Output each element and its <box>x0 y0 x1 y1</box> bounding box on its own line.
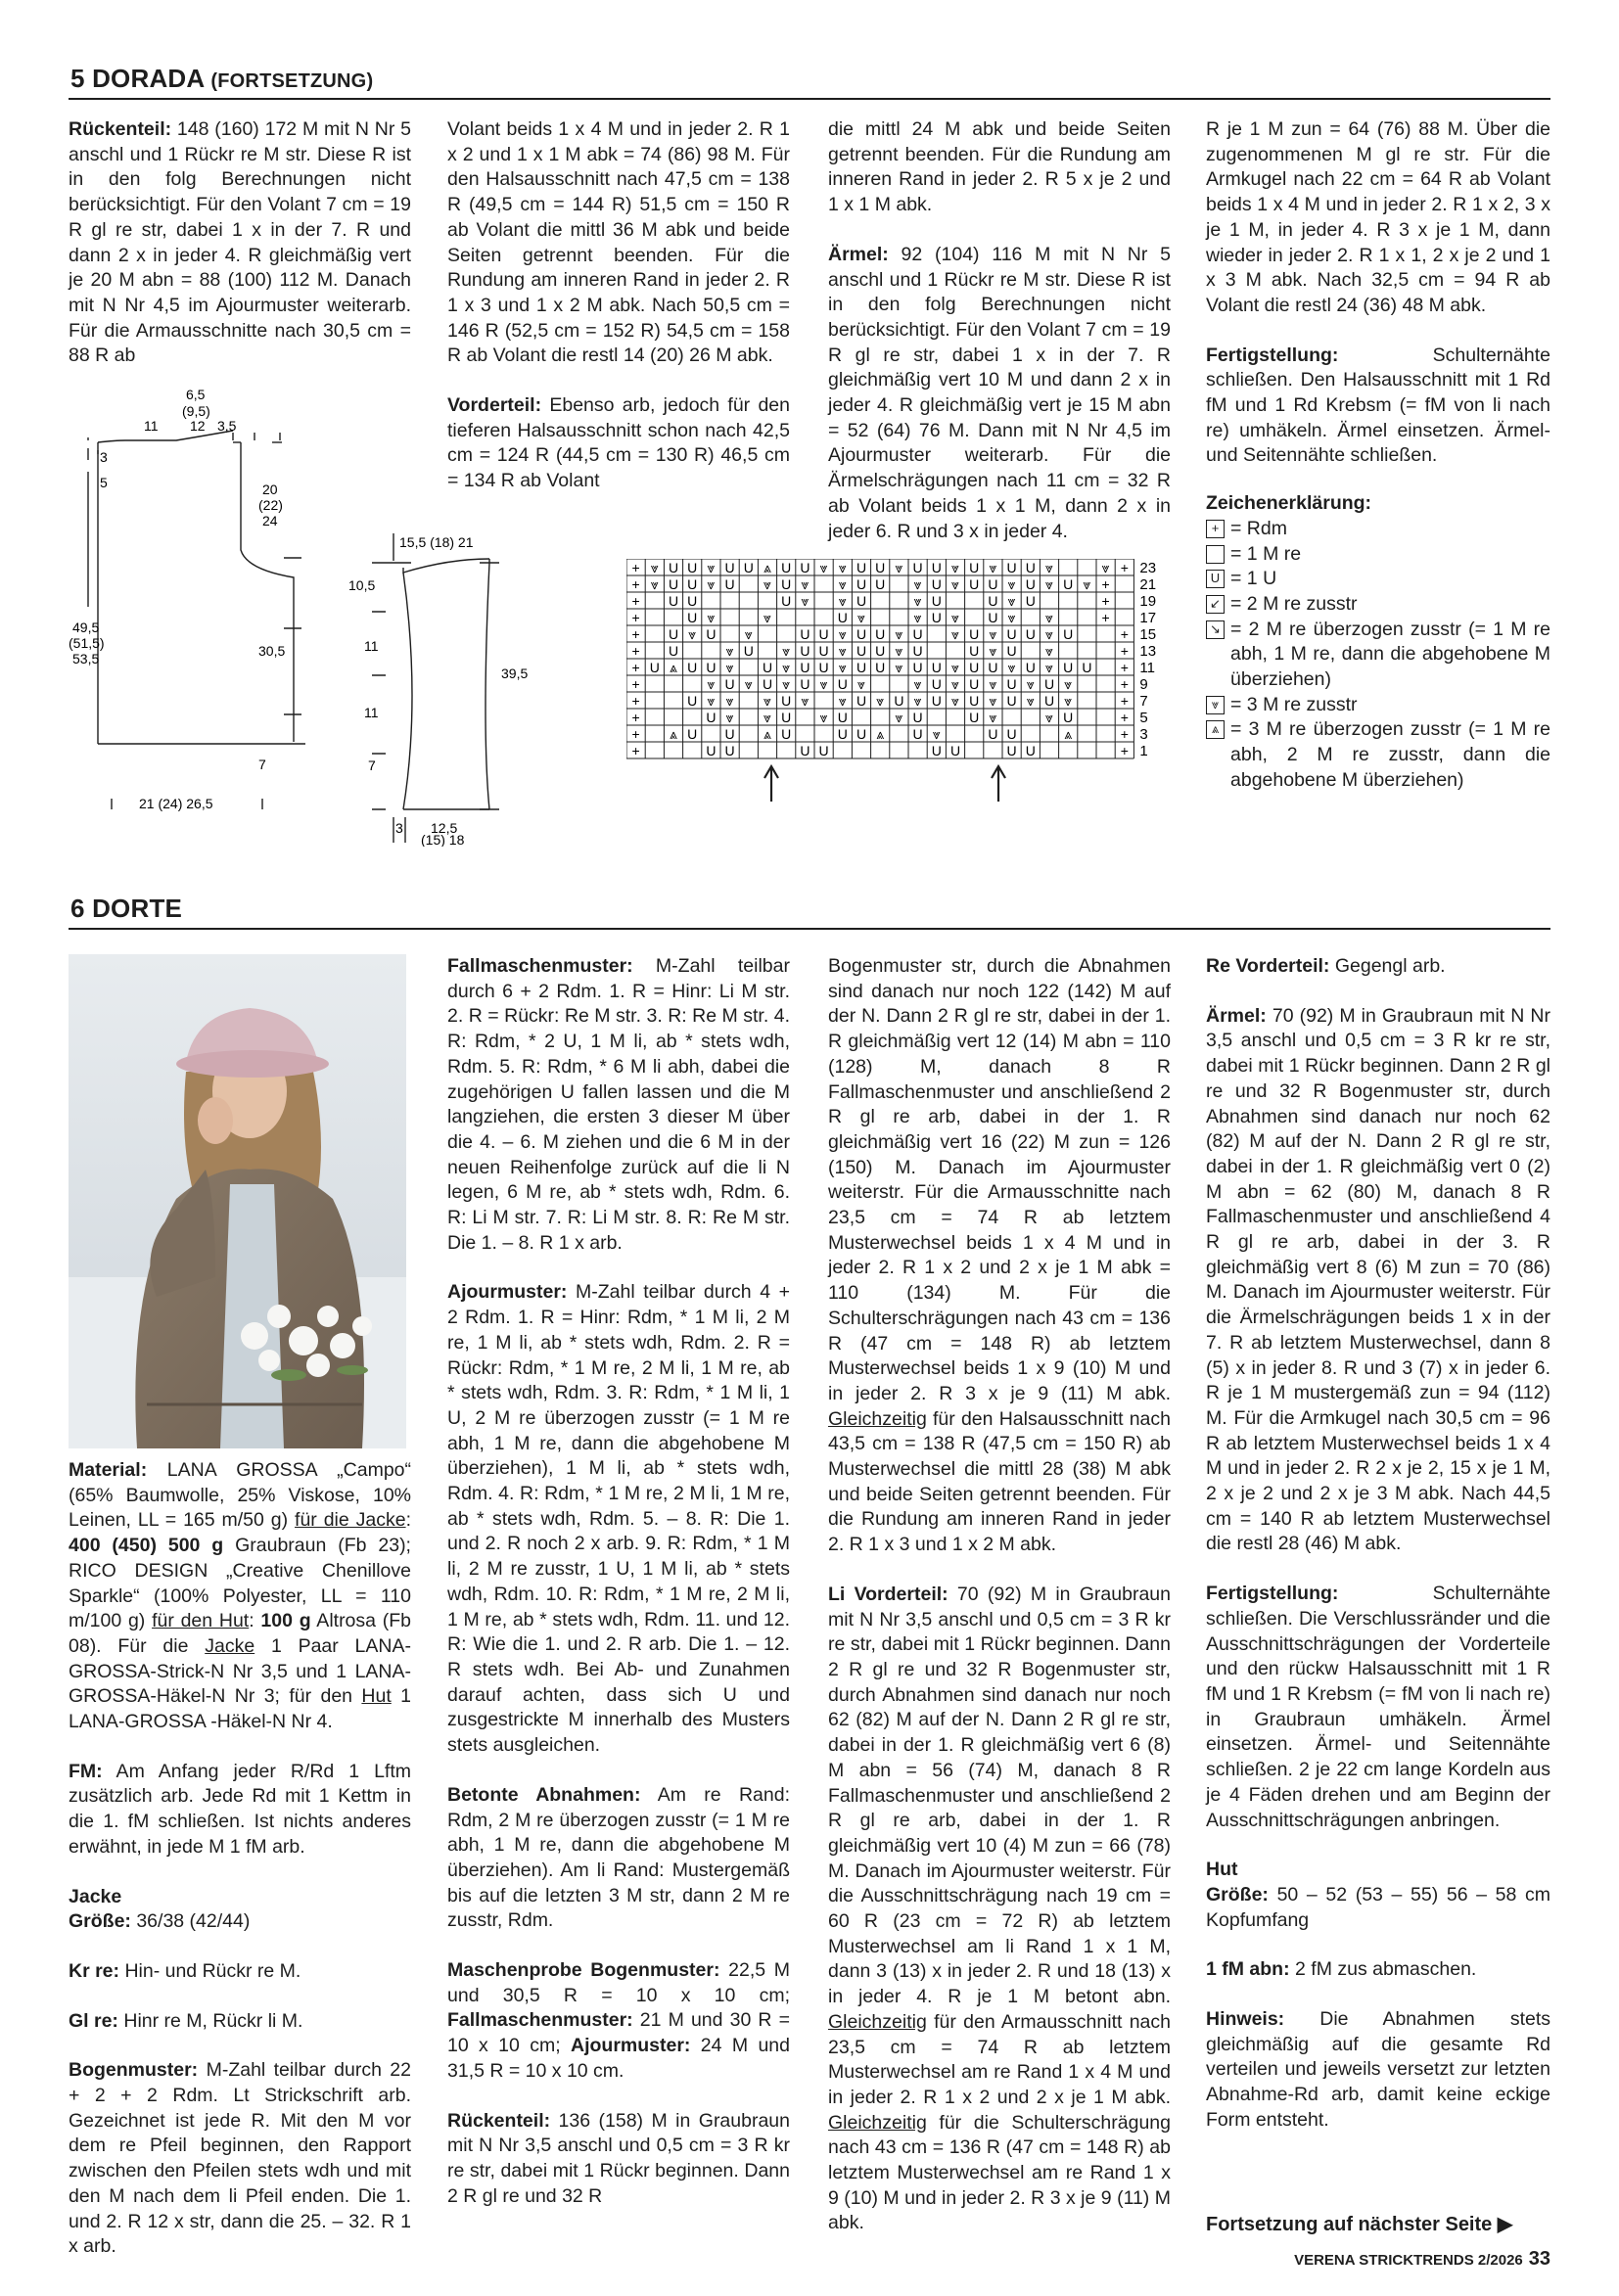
section-header-dorada <box>69 61 1550 100</box>
chart-symbol: U <box>800 626 810 642</box>
chart-symbol: U <box>931 576 942 592</box>
chart-symbol: ⩔ <box>895 660 903 675</box>
chart-row-label: 1 <box>1139 743 1148 759</box>
chart-symbol: ⩔ <box>1064 693 1073 709</box>
chart-symbol: U <box>988 726 998 742</box>
chart-symbol: U <box>687 726 698 742</box>
chart-symbol: U <box>687 560 698 575</box>
chart-symbol: ⩔ <box>650 576 659 592</box>
section-header-dorte <box>69 891 1550 930</box>
chart-symbol: + <box>631 743 640 758</box>
legend-text: = 1 U <box>1230 568 1277 590</box>
chart-symbol: ⩔ <box>951 693 959 709</box>
chart-symbol: + <box>631 726 640 742</box>
chart-symbol: ⩔ <box>951 576 959 592</box>
chart-row-label: 7 <box>1139 693 1148 710</box>
chart-symbol: ⩔ <box>725 660 734 675</box>
chart-row-label: 5 <box>1139 710 1148 726</box>
chart-symbol: U <box>1025 593 1036 609</box>
chart-symbol: U <box>818 660 829 675</box>
chart-symbol: + <box>631 676 640 692</box>
chart-symbol: U <box>687 693 698 709</box>
chart-symbol: U <box>800 660 810 675</box>
chart-symbol: U <box>687 660 698 675</box>
legend-item <box>1206 542 1550 568</box>
chart-symbol: U <box>1006 726 1017 742</box>
chart-symbol: U <box>800 743 810 758</box>
legend-item <box>1206 618 1550 693</box>
knitting-chart <box>626 559 1175 831</box>
chart-row-label: 23 <box>1139 560 1157 576</box>
legend-heading: Zeichenerklärung: <box>1206 492 1372 515</box>
repeat-arrow-icon <box>764 766 778 802</box>
chart-symbol: U <box>1043 693 1055 709</box>
chart-symbol: ⩔ <box>895 710 903 725</box>
chart-symbol: ⩔ <box>989 676 997 692</box>
chart-symbol: ⩔ <box>951 610 959 625</box>
chart-symbol: + <box>631 693 640 709</box>
chart-symbol: U <box>818 743 829 758</box>
chart-row-label: 17 <box>1139 610 1157 626</box>
legend-item <box>1206 567 1550 592</box>
chart-symbol: U <box>912 643 923 659</box>
chart-symbol: ⩔ <box>857 676 865 692</box>
u-square-icon: U <box>1206 570 1225 588</box>
chart-symbol: ⩔ <box>650 560 659 575</box>
chart-symbol: ⩔ <box>707 610 716 625</box>
chart-symbol: U <box>1063 626 1074 642</box>
magazine-name: VERENA STRICKTRENDS 2/2026 <box>1294 2252 1523 2269</box>
sleeve-dim-11a: 11 <box>364 638 379 654</box>
chart-symbol: ⩔ <box>989 643 997 659</box>
chart-symbol: ⩔ <box>707 676 716 692</box>
chart-symbol: ⩔ <box>838 560 847 575</box>
chart-symbol: U <box>1063 660 1074 675</box>
chart-symbol: ⩔ <box>1007 576 1016 592</box>
chart-symbol: + <box>631 560 640 575</box>
chart-symbol: ⩔ <box>951 560 959 575</box>
repeat-arrow-icon <box>992 766 1005 802</box>
chart-symbol: ⩔ <box>1007 660 1016 675</box>
chart-symbol: U <box>969 676 980 692</box>
chart-symbol: U <box>1025 660 1036 675</box>
legend-text: = Rdm <box>1230 517 1287 539</box>
chart-symbol: ⩓ <box>670 726 677 742</box>
chart-symbol: U <box>931 593 942 609</box>
chart-symbol: U <box>837 610 848 625</box>
chart-symbol: U <box>687 593 698 609</box>
chart-symbol: ⩔ <box>744 626 753 642</box>
chart-symbol: ⩔ <box>989 693 997 709</box>
continue-next-page: Fortsetzung auf nächster Seite ▶ <box>1206 2214 1513 2235</box>
sleeve-dim-105: 10,5 <box>348 577 376 593</box>
symbol-legend <box>1206 517 1550 794</box>
chart-row-label: 3 <box>1139 726 1148 743</box>
chart-symbol: + <box>631 626 640 642</box>
chart-symbol: U <box>724 576 735 592</box>
chart-symbol: U <box>724 560 735 575</box>
chart-symbol: U <box>931 693 942 709</box>
chart-symbol: ⩔ <box>725 693 734 709</box>
legend-item <box>1206 592 1550 618</box>
chart-symbol: U <box>1006 560 1017 575</box>
chart-symbol: ⩔ <box>1045 560 1053 575</box>
chart-symbol: ⩔ <box>819 676 828 692</box>
chart-symbol: ⩔ <box>951 626 959 642</box>
chart-symbol: ⩔ <box>932 726 941 742</box>
chart-symbol: + <box>1120 710 1129 725</box>
chart-symbol: + <box>631 576 640 592</box>
chart-symbol: U <box>988 593 998 609</box>
chart-symbol: ⩔ <box>725 710 734 725</box>
chart-symbol: U <box>743 560 754 575</box>
dorte-column-2: Fallmaschenmuster: M-Zahl teilbar durch 6 + 2 Rdm. 1. R = Hinr: Li M str. 2. R = Rückr: Re M str. 3. R: Re M str. 4. R: Rdm, * 2 U, 1 M li, ab * stets wdh, Rdm. 5. R: Rdm, * 6 M li abh, dabei die zugehörigen U fallen lassen und die M langziehen, die ersten 3 dieser M über die 4. – 6. M ziehen und die 6 M in der neuen Reihenfolge zurück auf die li N legen, 6 M re, ab * stets wdh, Rdm. 6. R: Li M str. 7. R: Li M str. 8. R: Re M str. Die 1. – 8. R 1 x arb. Ajourmuster: M-Zahl teilbar durch 4 + 2 Rdm. 1. R = Hinr: Rdm, * 1 M li, 2 M re, 1 M li, ab * stets wdh, Rdm. 2. R = Rückr: Rdm, * 1 M re, 2 M li, 1 M re, ab * stets wdh, Rdm. 3. R: Rdm, * 1 M li, 1 U, 2 M re überzogen zusstr (= 1 M re abh, 1 M re, dann die abgehobene M überziehen), 1 M li, ab * stets wdh, Rdm. 4. R: Rdm, * 1 M re, 2 M li, 1 M re, ab * stets wdh, Rdm. 5. – 8. R: Die 1. und 2. R noch 2 x arb. 9. R: Rdm, * 1 M li, 2 M re zusstr, 1 U, 1 M li, ab * stets wdh, Rdm. 10. R: Rdm, * 1 M re, 2 M li, 1 M re, ab * stets wdh, Rdm. 11. und 12. R: Wie die 1. und 2. R arb. Die 1. – 12. R stets wdh. Bei Ab- und Zunahmen darauf achten, dass sich U und zusgestrickte M innerhalb des Musters stets ausgleichen. Betonte Abnahmen: Am re Rand: Rdm, 2 M re überzogen zusstr (= 1 M re abh, 1 M re, dann die abgehobene M überziehen). Am li Rand: Mustergemäß bis auf die letzten 3 M str, dann 2 M re zusstr, Rdm. Maschenprobe Bogenmuster: 22,5 M und 30,5 R = 10 x 10 cm; Fallmaschenmuster: 21 M und 30 R = 10 x 10 cm; Ajourmuster: 24 M und 31,5 R = 10 x 10 cm. Rückenteil: 136 (158) M in Graubraun mit N Nr 3,5 anschl und 0,5 cm = 3 R kr re str, dabei mit 1 Rückr beginnen. Dann 2 R gl re und 32 R <box>447 955 790 2207</box>
legend-item <box>1206 517 1550 542</box>
chart-symbol: U <box>894 693 904 709</box>
chart-symbol: U <box>668 576 679 592</box>
dim-top-b: (9,5) <box>182 403 210 419</box>
chart-symbol: + <box>1120 743 1129 758</box>
chart-symbol: + <box>631 643 640 659</box>
sleeve-dim-3: 3 <box>395 820 403 836</box>
chart-symbol: U <box>856 726 867 742</box>
dim-mid-305: 30,5 <box>258 643 286 659</box>
chart-symbol: U <box>781 710 792 725</box>
chart-symbol: U <box>856 593 867 609</box>
chart-symbol: ⩔ <box>838 660 847 675</box>
legend-item <box>1206 693 1550 718</box>
k3tog-icon: ⩔ <box>1206 696 1225 714</box>
chart-symbol: ⩔ <box>1026 676 1035 692</box>
chart-symbol: ⩔ <box>1045 626 1053 642</box>
chart-symbol: U <box>1025 743 1036 758</box>
chart-symbol: ⩔ <box>913 593 922 609</box>
chart-symbol: U <box>969 560 980 575</box>
sleeve-dim-7: 7 <box>368 758 376 773</box>
chart-symbol: ⩓ <box>670 660 677 675</box>
chart-symbol: ⩓ <box>1064 726 1073 742</box>
dorte-column-4: Re Vorderteil: Gegengl arb. Ärmel: 70 (92) M in Graubraun mit N Nr 3,5 anschl und 0,5 cm = 3 R kr re str, dabei mit 1 Rückr beginnen. Dann 2 R gl re und 32 R Bogenmuster str, durch Abnahmen sind danach nur noch 62 (82) M auf der N. Dann 2 R gl re str, dabei in der 1. R gleichmäßig vert 0 (2) M abn = 62 (80) M, danach 8 R Fallmaschenmuster und anschließend 4 R gl re arb, dabei in der 3. R gleichmäßig vert 8 (6) M zun = 70 (86) M. Danach im Ajourmuster weiterstr. Für die Ärmelschrägungen beids 1 x in der 7. R ab letztem Musterwechsel, dann 8 (5) x in jeder 8. R und 3 (7) x in jeder 6. R je 1 M mustergemäß zun = 94 (112) M. Für die Armkugel nach 30,5 cm = 96 R ab letztem Musterwechsel beids 1 x 4 M und in jeder 2. R 2 x je 2, 15 x je 1 M, 2 x je 2 und 2 x je 3 M abk. Nach 44,5 cm = 140 R ab letztem Musterwechsel die restl 28 (46) M abk. Fertigstellung: Schulternähte schließen. Die Verschlussränder und die Ausschnittschrägungen der Vorderteile und den rückw Halsausschnitt mit 1 R fM und 1 R Krebsm (= fM von li nach re) in Graubraun umhäkeln. Ärmel einsetzen. Ärmel- und Seitennähte schließen. 2 je 22 cm lange Kordeln aus je 4 Fäden drehen und am Beginn der Ausschnittschrägungen anbringen. Hut Größe: 50 – 52 (53 – 55) 56 – 58 cm Kopfumfang 1 fM abn: 2 fM zus abmaschen. Hinweis: Die Abnahmen stets gleichmäßig auf die gesamte Rd verteilen und jeweils versetzt zur letzten Abnahme-Rd arb, damit keine eckige Form entsteht. <box>1206 955 1550 2131</box>
chart-symbol: U <box>912 560 923 575</box>
chart-symbol: + <box>1120 676 1129 692</box>
chart-symbol: ⩔ <box>725 643 734 659</box>
chart-symbol: ⩔ <box>838 626 847 642</box>
chart-symbol: U <box>781 560 792 575</box>
chart-symbol: ⩔ <box>782 660 791 675</box>
chart-symbol: ⩔ <box>763 576 771 592</box>
chart-symbol: + <box>1101 576 1110 592</box>
chart-symbol: U <box>912 726 923 742</box>
chart-symbol: U <box>743 643 754 659</box>
chart-symbol: U <box>724 743 735 758</box>
chart-symbol: ⩔ <box>876 693 885 709</box>
chart-symbol: U <box>1043 676 1055 692</box>
chart-symbol: U <box>1063 710 1074 725</box>
chart-symbol: U <box>1025 576 1036 592</box>
chart-symbol: U <box>969 643 980 659</box>
chart-symbol: ⩔ <box>838 576 847 592</box>
chart-symbol: U <box>856 660 867 675</box>
sleeve-dim-125: 12,5 <box>431 820 458 836</box>
chart-symbol: ⩔ <box>989 710 997 725</box>
chart-symbol: ⩔ <box>707 693 716 709</box>
chart-symbol: ⩔ <box>1045 610 1053 625</box>
back-schematic <box>69 382 372 842</box>
section-title: 6 DORTE <box>70 894 183 923</box>
chart-symbol: + <box>1120 660 1129 675</box>
chart-symbol: U <box>668 593 679 609</box>
dim-bottom-7: 7 <box>258 757 266 772</box>
dim-top-a: 6,5 <box>186 387 206 402</box>
chart-symbol: U <box>724 676 735 692</box>
dorada-column-3: die mittl 24 M abk und beide Seiten getrennt beenden. Für die Rundung am inneren Rand in jeder 2. R 5 x je 2 und 1 x 1 M abk. Ärmel: 92 (104) 116 M mit N Nr 5 anschl und 1 Rückr re M str. Diese R ist in den folg Berechnungen nicht berücksichtigt. Für den Volant 7 cm = 19 R gl re str, dabei 1 x in der 7. R gleichmäßig vert 10 M und dann 2 x in jeder 4. R gleichmäßig vert je 15 M abn = 52 (64) 76 M. Dann mit N Nr 4,5 im Ajourmuster weiterarb. Für die Ärmelschrägungen nach 11 cm = 32 R ab Volant beids 1 x 1 M, dann 2 x in jeder 6. R und 3 x in jeder 4. <box>828 118 1171 542</box>
chart-row-label: 15 <box>1139 626 1157 643</box>
chart-symbol: U <box>724 726 735 742</box>
chart-symbol: U <box>856 560 867 575</box>
chart-symbol: U <box>856 643 867 659</box>
chart-symbol: + <box>631 710 640 725</box>
chart-symbol: U <box>931 743 942 758</box>
chart-symbol: U <box>1006 693 1017 709</box>
chart-symbol: U <box>969 693 980 709</box>
chart-symbol: U <box>988 576 998 592</box>
chart-symbol: U <box>649 660 660 675</box>
chart-symbol: U <box>875 626 886 642</box>
chart-row-label: 11 <box>1139 660 1155 676</box>
chart-symbol: U <box>781 576 792 592</box>
chart-symbol: + <box>1120 643 1129 659</box>
chart-symbol: U <box>969 710 980 725</box>
chart-symbol: ⩔ <box>895 643 903 659</box>
legend-text: = 3 M re zusstr <box>1230 693 1358 715</box>
chart-symbol: ⩔ <box>1007 593 1016 609</box>
legend-text: = 1 M re <box>1230 542 1302 565</box>
chart-symbol: ⩔ <box>1045 576 1053 592</box>
sleeve-dim-11b: 11 <box>364 705 379 720</box>
chart-symbol: + <box>1120 693 1129 709</box>
sleeve-dim-395: 39,5 <box>501 666 529 681</box>
chart-symbol: U <box>912 626 923 642</box>
dorada-column-2: Volant beids 1 x 4 M und in jeder 2. R 1 x 2 und 1 x 1 M abk = 74 (86) 98 M. Für den Halsausschnitt nach 47,5 cm = 138 R (49,5 cm = 144 R) 51,5 cm = 150 R ab Volant die mittl 36 M abk und beide Seiten getrennt beenden. Für die Rundung am inneren Rand in jeder 2. R 1 x 3 und 1 x 2 M abk. Nach 50,5 cm = 146 R (52,5 cm = 152 R) 54,5 cm = 158 R ab Volant die restl 14 (20) 26 M abk. Vorderteil: Ebenso arb, jedoch für den tieferen Halsausschnitt schon nach 42,5 cm = 124 R (44,5 cm = 130 R) 46,5 cm = 134 R ab Volant <box>447 118 790 492</box>
chart-symbol: U <box>668 560 679 575</box>
chart-symbol: U <box>931 610 942 625</box>
chart-symbol: U <box>818 643 829 659</box>
chart-symbol: ⩔ <box>819 560 828 575</box>
chart-symbol: ⩔ <box>763 693 771 709</box>
chart-symbol: ⩔ <box>913 676 922 692</box>
chart-symbol: ⩔ <box>801 593 810 609</box>
chart-symbol: U <box>988 610 998 625</box>
dorte-column-3: Bogenmuster str, durch die Abnahmen sind danach nur noch 122 (142) M auf der N. Dann 2 R gl re str, dabei in der 1. R gleichmäßig vert 12 (14) M abn = 110 (128) M, danach 8 R Fallmaschenmuster und anschließend 2 R gl re arb, dabei in der 1. R gleichmäßig vert 16 (22) M zun = 126 (150) M. Danach im Ajourmuster weiterstr. Für die Armausschnitte nach 23,5 cm = 74 R ab letztem Musterwechsel beids 1 x 4 M und in jeder 2. R 1 x 2 und 2 x je 1 M abk = 110 (134) M. Für die Schulterschrägungen nach 43 cm = 136 R (47 cm = 148 R) ab letztem Musterwechsel beids 1 x 9 (10) M und in jeder 2. R 3 x je 9 (11) M abk. Gleichzeitig für den Halsausschnitt nach 43,5 cm = 138 R (47,5 cm = 150 R) ab Musterwechsel die mittl 28 (38) M abk und beide Seiten getrennt beenden. Für die Rundung am inneren Rand in jeder 2. R 1 x 3 und 1 x 2 M abk. Li Vorderteil: 70 (92) M in Graubraun mit N Nr 3,5 anschl und 0,5 cm = 3 R kr re str, dabei mit 1 Rückr beginnen. Dann 2 R gl re und 32 R Bogenmuster str, durch Abnahmen sind danach nur noch 62 (82) M auf der N. Dann 2 R gl re str, dabei in der 1. R gleichmäßig vert 6 (8) M abn = 56 (74) M, danach 8 R Fallmaschenmuster und anschließend 2 R gl re arb, dabei in der 1. R gleichmäßig vert 10 (4) M zun = 66 (78) M. Danach im Ajourmuster weiterstr. Für die Ausschnittschrägung nach 19 cm = 60 R (23 cm = 72 R) ab letztem Musterwechsel am li Rand 1 x 1 M, dann 3 (13) x in jeder 2. R und 18 (13) x in jeder 4. R je 1 M betont abn. Gleichzeitig für den Armausschnitt nach 23,5 cm = 74 R ab letztem Musterwechsel am re Rand 1 x 4 M und in jeder 2. R 1 x 2 und 2 x je 1 M abk. Gleichzeitig für die Schulterschrägung nach 43 cm = 136 R (47 cm = 148 R) ab letztem Musterwechsel am re Rand 1 x 9 (10) M und in jeder 2. R 3 x je 9 (11) M abk. <box>828 955 1171 2234</box>
chart-symbol: U <box>781 726 792 742</box>
chart-symbol: ⩔ <box>707 560 716 575</box>
empty-square-icon <box>1206 545 1225 564</box>
legend-text: = 2 M re zusstr <box>1230 592 1358 615</box>
chart-symbol: ⩔ <box>801 693 810 709</box>
legend-text: = 2 M re überzogen zusstr (= 1 M re abh, 1 M re, dann die abgehobene M überziehen) <box>1230 618 1550 691</box>
chart-symbol: U <box>706 660 717 675</box>
chart-symbol: ⩔ <box>819 710 828 725</box>
chart-symbol: ⩔ <box>913 610 922 625</box>
chart-symbol: U <box>668 643 679 659</box>
chart-symbol: ⩓ <box>763 726 771 742</box>
chart-symbol: U <box>856 576 867 592</box>
chart-symbol: U <box>1006 626 1017 642</box>
chart-symbol: ⩔ <box>913 693 922 709</box>
chart-symbol: ⩔ <box>801 576 810 592</box>
chart-symbol: ⩔ <box>782 676 791 692</box>
model-photo <box>69 954 406 1448</box>
dim-top-35: 3,5 <box>217 418 237 434</box>
chart-symbol: ⩔ <box>1045 660 1053 675</box>
chart-symbol: + <box>631 660 640 675</box>
legend-item <box>1206 717 1550 793</box>
chart-symbol: U <box>818 626 829 642</box>
dim-width: 21 (24) 26,5 <box>139 796 213 811</box>
chart-symbol: U <box>988 660 998 675</box>
dim-top-12: 12 <box>190 418 206 434</box>
page-number: 33 <box>1528 2248 1550 2270</box>
chart-symbol: U <box>837 676 848 692</box>
chart-symbol: ⩔ <box>1064 676 1073 692</box>
section-title: 5 DORADA (FORTSETZUNG) <box>70 64 374 93</box>
dim-right-22: (22) <box>258 497 283 513</box>
chart-symbol: U <box>687 610 698 625</box>
sk2p-icon: ⩓ <box>1206 720 1225 739</box>
chart-symbol: U <box>969 660 980 675</box>
dorte-column-1: Material: LANA GROSSA „Campo“ (65% Baumwolle, 25% Viskose, 10% Leinen, LL = 165 m/50 g) für die Jacke: 400 (450) 500 g Graubraun (Fb 23); RICO DESIGN „Creative Chenillove Sparkle“ (100% Polyester, LL = 110 m/100 g) für den Hut: 100 g Altrosa (Fb 08). Für die Jacke 1 Paar LANA-GROSSA-Strick-N Nr 3,5 und 1 LANA-GROSSA-Häkel-N Nr 3; für den Hut 1 LANA-GROSSA -Häkel-N Nr 4. FM: Am Anfang jeder R/Rd 1 Lftm zusätzlich arb. Jede Rd mit 1 Kettm in die 1. fM schließen. Ist nichts anderes erwähnt, in jede M 1 fM arb. Jacke Größe: 36/38 (42/44) Kr re: Hin- und Rückr re M. Gl re: Hinr re M, Rückr li M. Bogenmuster: M-Zahl teilbar durch 22 + 2 + 2 Rdm. Lt Strickschrift arb. Gezeichnet ist jede R. Mit den M vor dem re Pfeil beginnen, den Rapport zwischen den Pfeilen stets wdh und mit den M nach dem li Pfeil enden. Die 1. und 2. R 12 x str, dann die 25. – 32. R 1 x arb. <box>69 1459 412 2258</box>
chart-symbol: ⩓ <box>763 560 771 575</box>
chart-symbol: U <box>856 693 867 709</box>
chart-symbol: U <box>762 676 773 692</box>
dim-left-515: (51,5) <box>69 635 105 651</box>
chart-symbol: U <box>1006 643 1017 659</box>
chart-symbol: U <box>687 576 698 592</box>
sleeve-dim-1518: (15) 18 <box>421 832 465 847</box>
chart-symbol: ⩔ <box>951 660 959 675</box>
chart-symbol: ⩔ <box>951 676 959 692</box>
chart-row-label: 21 <box>1139 576 1157 593</box>
chart-symbol: ⩔ <box>895 560 903 575</box>
chart-symbol: ⩔ <box>763 610 771 625</box>
chart-symbol: U <box>1025 626 1036 642</box>
chart-symbol: + <box>1101 593 1110 609</box>
dim-left-495: 49,5 <box>72 620 100 635</box>
chart-symbol: U <box>875 576 886 592</box>
chart-symbol: U <box>931 660 942 675</box>
chart-symbol: + <box>1120 560 1129 575</box>
dim-right-20: 20 <box>262 482 278 497</box>
dim-top-11: 11 <box>144 418 159 434</box>
chart-symbol: ⩔ <box>838 693 847 709</box>
chart-symbol: U <box>1063 576 1074 592</box>
chart-symbol: ⩔ <box>1083 576 1091 592</box>
dim-left-535: 53,5 <box>72 651 100 666</box>
chart-symbol: U <box>837 710 848 725</box>
chart-symbol: ⩔ <box>913 576 922 592</box>
chart-symbol: ⩔ <box>1007 610 1016 625</box>
chart-symbol: U <box>912 710 923 725</box>
chart-symbol: U <box>706 743 717 758</box>
chart-symbol: U <box>762 660 773 675</box>
chart-symbol: + <box>1120 726 1129 742</box>
chart-symbol: ⩔ <box>857 610 865 625</box>
chart-symbol: U <box>1006 743 1017 758</box>
chart-symbol: U <box>875 660 886 675</box>
k2tog-icon: ↙ <box>1206 595 1225 614</box>
chart-symbol: U <box>800 560 810 575</box>
chart-symbol: ⩔ <box>1045 643 1053 659</box>
chart-symbol: ⩔ <box>744 676 753 692</box>
chart-symbol: + <box>1101 610 1110 625</box>
chart-symbol: ⩔ <box>989 626 997 642</box>
chart-symbol: U <box>668 626 679 642</box>
chart-symbol: U <box>1082 660 1092 675</box>
chart-symbol: U <box>931 560 942 575</box>
dim-right-24: 24 <box>262 513 278 528</box>
chart-symbol: ⩔ <box>688 626 697 642</box>
page-footer <box>1294 2248 1550 2271</box>
chart-symbol: ⩔ <box>1045 710 1053 725</box>
chart-row-label: 9 <box>1139 676 1148 693</box>
chart-symbol: U <box>781 693 792 709</box>
ssk-icon: ↘ <box>1206 620 1225 639</box>
chart-symbol: ⩔ <box>989 560 997 575</box>
chart-symbol: U <box>837 726 848 742</box>
chart-symbol: U <box>856 626 867 642</box>
chart-symbol: U <box>875 643 886 659</box>
chart-symbol: ⩔ <box>838 643 847 659</box>
plus-square-icon: + <box>1206 520 1225 538</box>
dorada-column-4: R je 1 M zun = 64 (76) 88 M. Über die zugenommenen M gl re str. Für die Armkugel nach 22 cm = 64 R ab Volant beids 1 x 4 M und in jeder 2. R 1 x 2, 3 x je 1 M, in jeder 4. R 3 x je 1 M, dann wieder in jeder 2. R 1 x 1, 2 x je 2 und 1 x 3 M abk. Nach 32,5 cm = 94 R ab Volant die restl 24 (36) 48 M abk. Fertigstellung: Schulternähte schließen. Den Halsausschnitt mit 1 Rd fM und 1 Rd Krebsm (= fM von li nach re) umhäkeln. Ärmel einsetzen. Ärmel- und Seitennähte schließen. Zeichenerklärung: + = Rdm = 1 M re U = 1 U ↙ = 2 M re zusstr ↘ = 2 M re überzogen zusstr (= 1 M re abh, 1 M re, dann die abgehobene M überziehen) ⩔ = 3 M re zusstr ⩓ = 3 M re überzogen zusstr (= 1 M re abh, 2 M re zusstr, dann die abgehobene M überziehen) <box>1206 117 1550 794</box>
chart-symbol: U <box>912 660 923 675</box>
dim-left-5: 5 <box>100 475 108 490</box>
chart-symbol: ⩔ <box>838 593 847 609</box>
chart-row-label: 13 <box>1139 643 1157 660</box>
chart-symbol: U <box>949 743 961 758</box>
chart-row-label: 19 <box>1139 593 1157 610</box>
chart-symbol: ⩔ <box>707 576 716 592</box>
chart-symbol: U <box>800 643 810 659</box>
chart-symbol: U <box>781 593 792 609</box>
chart-symbol: + <box>1120 626 1129 642</box>
sleeve-dim-top: 15,5 (18) 21 <box>399 534 474 550</box>
chart-symbol: ⩓ <box>876 726 885 742</box>
chart-symbol: ⩔ <box>1026 693 1035 709</box>
dim-left-3: 3 <box>100 449 108 465</box>
chart-symbol: U <box>969 576 980 592</box>
chart-symbol: U <box>1025 560 1036 575</box>
chart-symbol: ⩔ <box>763 710 771 725</box>
chart-symbol: U <box>800 676 810 692</box>
chart-symbol: + <box>631 593 640 609</box>
chart-symbol: U <box>875 560 886 575</box>
chart-symbol: U <box>706 626 717 642</box>
chart-symbol: U <box>1006 676 1017 692</box>
chart-symbol: ⩔ <box>1101 560 1110 575</box>
chart-symbol: U <box>931 676 942 692</box>
sleeve-schematic <box>343 524 548 847</box>
chart-symbol: + <box>631 610 640 625</box>
chart-symbol: U <box>969 626 980 642</box>
chart-symbol: ⩔ <box>895 626 903 642</box>
dorada-column-1: Rückenteil: 148 (160) 172 M mit N Nr 5 anschl und 1 Rückr re M str. Diese R ist in den folg Berechnungen nicht berücksichtigt. Für den Volant 7 cm = 19 R gl re str, dabei 1 x in der 7. R und dann 2 x in jeder 4. R gleichmäßig vert je 20 M abn = 88 (100) 112 M. Danach mit N Nr 4,5 im Ajourmuster weiterarb. Für die Armausschnitte nach 30,5 cm = 88 R ab <box>69 118 411 367</box>
chart-symbol: U <box>706 710 717 725</box>
chart-symbol: ⩔ <box>782 643 791 659</box>
legend-text: = 3 M re überzogen zusstr (= 1 M re abh, 2 M re zusstr, dann die abgehobene M überziehen) <box>1230 718 1550 791</box>
